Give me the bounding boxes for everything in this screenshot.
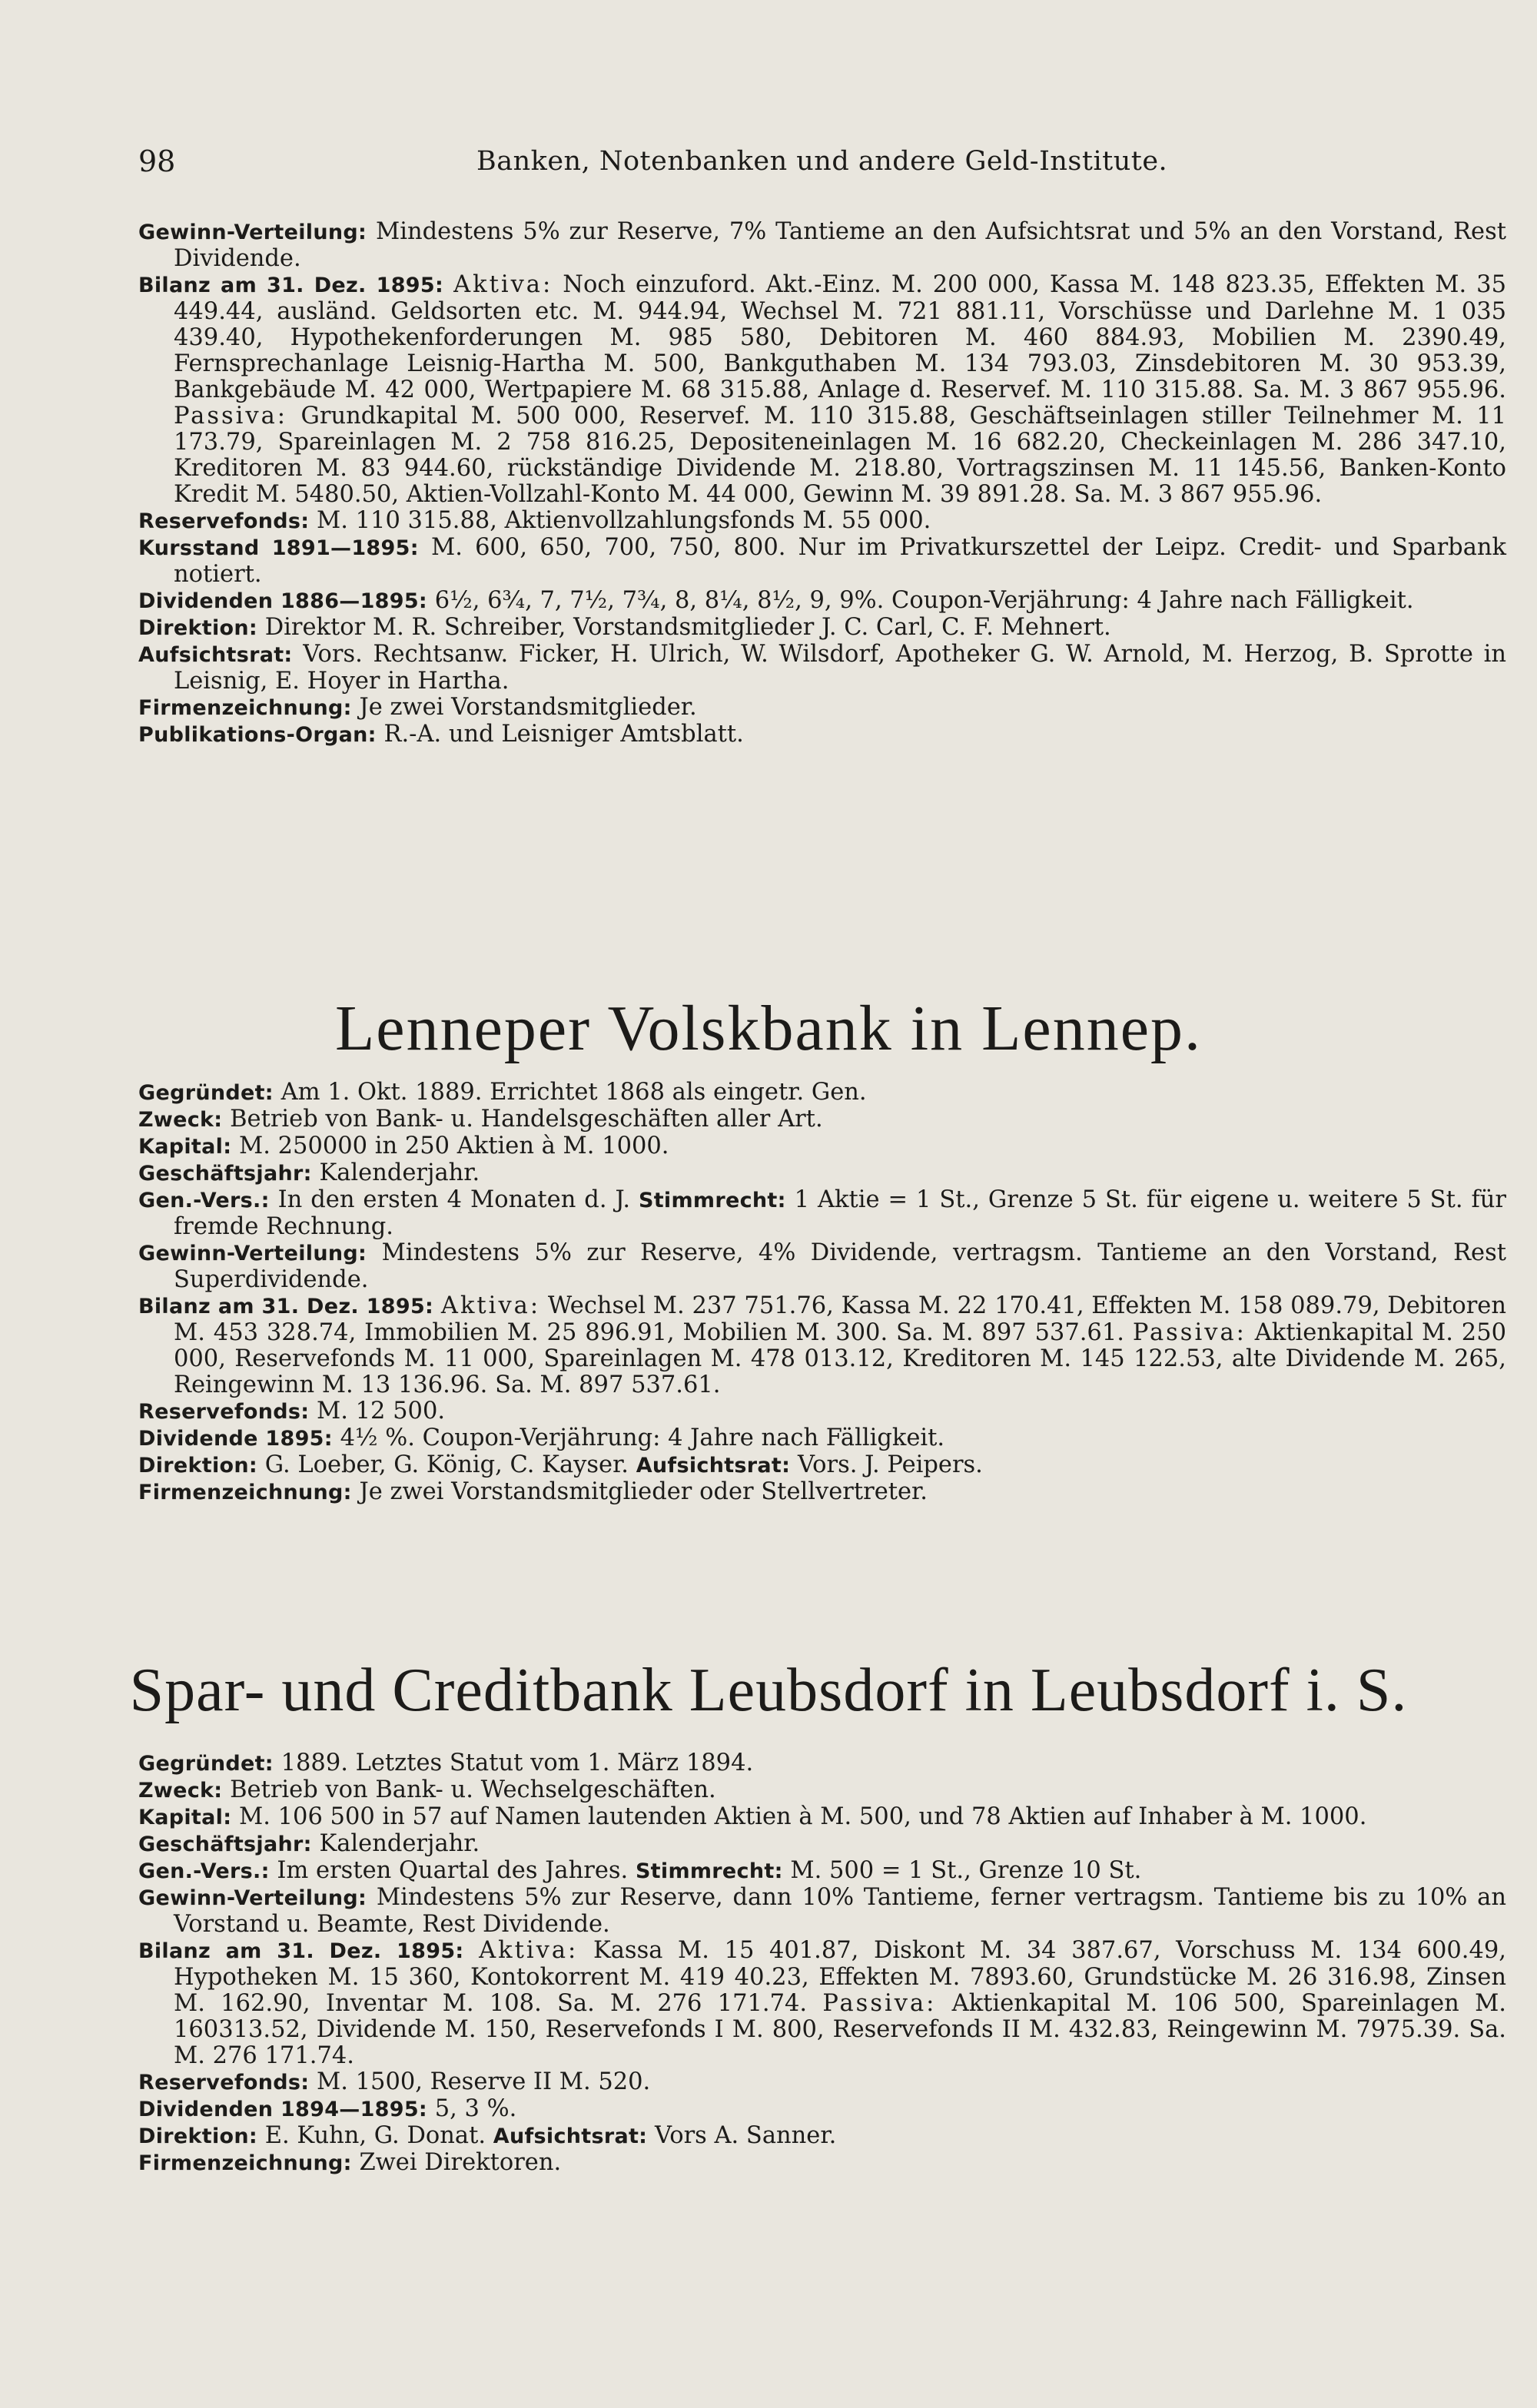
entry-aufsichtsrat: Aufsichtsrat: Vors. Rechtsanw. Ficker, H. Ulrich, W. Wilsdorf, Apotheker G. W. Arnold, M. Herzog, B. Sprotte in Leisnig, E. Hoyer in Hartha. [138, 641, 1507, 695]
entry-publikations-organ: Publikations-Organ: R.-A. und Leisniger Amtsblatt. [138, 721, 744, 748]
entry-bilanz: Bilanz am 31. Dez. 1895: Aktiva: Wechsel M. 237 751.76, Kassa M. 22 170.41, Effekten M. 158 089.79, Debitoren M. 453 328.74, Immobilien M. 25 896.91, Mobilien M. 300. Sa. M. 897 537.61. Passiva: Aktienkapital M. 250 000, Reservefonds M. 11 000, Spareinlagen M. 478 013.12, Kreditoren M. 145 122.53, alte Dividende M. 265, Reingewinn M. 13 136.96. Sa. M. 897 537.61. [138, 1292, 1507, 1398]
entry-reservefonds: Reservefonds: M. 110 315.88, Aktienvollzahlungsfonds M. 55 000. [138, 507, 931, 534]
section-top [138, 219, 1506, 748]
section-title-leubsdorf: Spar- und Creditbank Leubsdorf in Leubsdorf i. S. [129, 1657, 1408, 1724]
entry-direktion: Direktion: E. Kuhn, G. Donat. Aufsichtsrat: Vors A. Sanner. [138, 2122, 837, 2149]
entry-direktion: Direktion: Direktor M. R. Schreiber, Vorstandsmitglieder J. C. Carl, C. F. Mehnert. [138, 614, 1111, 641]
entry-gen-vers: Gen.-Vers.: Im ersten Quartal des Jahres. Stimmrecht: M. 500 = 1 St., Grenze 10 St. [138, 1857, 1142, 1884]
running-head [138, 144, 1506, 183]
entry-firmenzeichnung: Firmenzeichnung: Je zwei Vorstandsmitglieder. [138, 694, 697, 721]
entry-bilanz: Bilanz am 31. Dez. 1895: Aktiva: Kassa M. 15 401.87, Diskont M. 34 387.67, Vorschuss M. 134 600.49, Hypotheken M. 15 360, Kontokorrent M. 419 40.23, Effekten M. 7893.60, Grundstücke M. 26 316.98, Zinsen M. 162.90, Inventar M. 108. Sa. M. 276 171.74. Passiva: Aktienkapital M. 106 500, Spareinlagen M. 160313.52, Dividende M. 150, Reservefonds I M. 800, Reservefonds II M. 432.83, Reingewinn M. 7975.39. Sa. M. 276 171.74. [138, 1937, 1506, 2069]
entry-gewinn-verteilung: Gewinn-Verteilung: Mindestens 5% zur Reserve, 4% Dividende, vertragsm. Tantieme an den Vorstand, Rest Superdividende. [138, 1239, 1506, 1293]
entry-gewinn-verteilung: Gewinn-Verteilung: Mindestens 5% zur Reserve, 7% Tantieme an den Aufsichtsrat und 5% an den Vorstand, Rest Dividende. [138, 218, 1506, 272]
section-title-lennep: Lenneper Volskbank in Lennep. [335, 993, 1202, 1064]
entry-firmenzeichnung: Firmenzeichnung: Je zwei Vorstandsmitglieder oder Stellvertreter. [138, 1478, 928, 1505]
entry-zweck: Zweck: Betrieb von Bank- u. Handelsgeschäften aller Art. [138, 1106, 823, 1133]
entry-geschaeftsjahr: Geschäftsjahr: Kalenderjahr. [138, 1159, 480, 1186]
entry-gegruendet: Gegründet: Am 1. Okt. 1889. Errichtet 1868 als eingetr. Gen. [138, 1079, 867, 1106]
entry-firmenzeichnung: Firmenzeichnung: Zwei Direktoren. [138, 2149, 562, 2176]
entry-dividende: Dividende 1895: 4½ %. Coupon-Verjährung: 4 Jahre nach Fälligkeit. [138, 1425, 945, 1451]
entry-kapital: Kapital: M. 106 500 in 57 auf Namen lautenden Aktien à M. 500, und 78 Aktien auf Inhaber à M. 1000. [138, 1803, 1367, 1830]
section-leubsdorf [138, 1750, 1506, 2177]
section-lennep [138, 1080, 1506, 1506]
entry-dividenden: Dividenden 1886—1895: 6½, 6¾, 7, 7½, 7¾, 8, 8¼, 8½, 9, 9%. Coupon-Verjährung: 4 Jahre nach Fälligkeit. [138, 587, 1414, 614]
entry-dividenden: Dividenden 1894—1895: 5, 3 %. [138, 2095, 517, 2122]
entry-reservefonds: Reservefonds: M. 12 500. [138, 1398, 446, 1425]
entry-zweck: Zweck: Betrieb von Bank- u. Wechselgeschäften. [138, 1776, 716, 1803]
running-title: Banken, Notenbanken und andere Geld-Institute. [476, 146, 1168, 177]
entry-kursstand: Kursstand 1891—1895: M. 600, 650, 700, 750, 800. Nur im Privatkurszettel der Leipz. Credit- und Sparbank notiert. [138, 534, 1506, 588]
page-number: 98 [138, 144, 176, 178]
entry-geschaeftsjahr: Geschäftsjahr: Kalenderjahr. [138, 1830, 480, 1857]
entry-kapital: Kapital: M. 250000 in 250 Aktien à M. 1000. [138, 1133, 669, 1159]
entry-gewinn-verteilung: Gewinn-Verteilung: Mindestens 5% zur Reserve, dann 10% Tantieme, ferner vertragsm. Tantieme bis zu 10% an Vorstand u. Beamte, Rest Dividende. [138, 1884, 1507, 1938]
entry-gen-vers: Gen.-Vers.: In den ersten 4 Monaten d. J. Stimmrecht: 1 Aktie = 1 St., Grenze 5 St. für eigene u. weitere 5 St. für fremde Rechnung. [138, 1186, 1506, 1240]
entry-bilanz: Bilanz am 31. Dez. 1895: Aktiva: Noch einzuford. Akt.-Einz. M. 200 000, Kassa M. 148 823.35, Effekten M. 35 449.44, ausländ. Geldsorten etc. M. 944.94, Wechsel M. 721 881.11, Vorschüsse und Darlehne M. 1 035 439.40, Hypothekenforderungen M. 985 580, Debitoren M. 460 884.93, Mobilien M. 2390.49, Fernsprechanlage Leisnig-Hartha M. 500, Bankguthaben M. 134 793.03, Zinsdebitoren M. 30 953.39, Bankgebäude M. 42 000, Wertpapiere M. 68 315.88, Anlage d. Reservef. M. 110 315.88. Sa. M. 3 867 955.96. Passiva: Grundkapital M. 500 000, Reservef. M. 110 315.88, Geschäftseinlagen stiller Teilnehmer M. 11 173.79, Spareinlagen M. 2 758 816.25, Depositeneinlagen M. 16 682.20, Checkeinlagen M. 286 347.10, Kreditoren M. 83 944.60, rückständige Dividende M. 218.80, Vortragszinsen M. 11 145.56, Banken-Konto Kredit M. 5480.50, Aktien-Vollzahl-Konto M. 44 000, Gewinn M. 39 891.28. Sa. M. 3 867 955.96. [138, 271, 1506, 508]
entry-reservefonds: Reservefonds: M. 1500, Reserve II M. 520. [138, 2068, 651, 2095]
entry-direktion: Direktion: G. Loeber, G. König, C. Kayser. Aufsichtsrat: Vors. J. Peipers. [138, 1451, 983, 1478]
entry-gegruendet: Gegründet: 1889. Letztes Statut vom 1. März 1894. [138, 1750, 754, 1776]
